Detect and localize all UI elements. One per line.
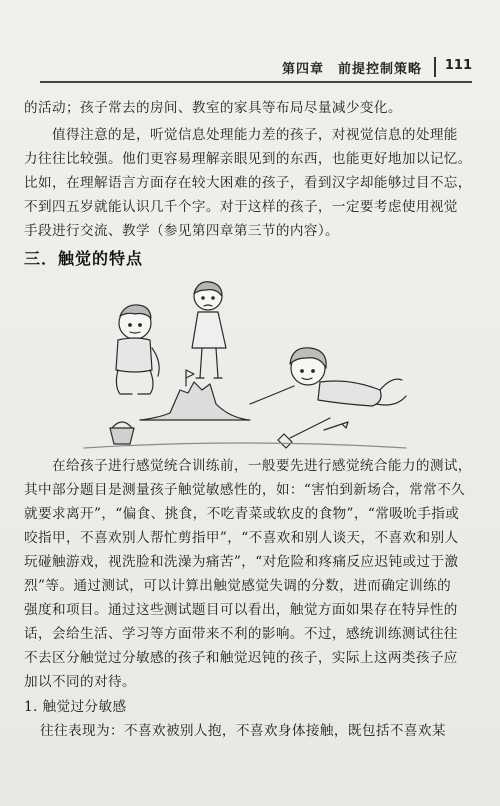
text-line: 往往表现为：不喜欢被别人抱，不喜欢身体接触，既包括不喜欢某 bbox=[40, 723, 446, 739]
chapter-title: 第四章 前提控制策略 bbox=[281, 62, 422, 77]
text-line: 加以不同的对待。 bbox=[24, 674, 136, 690]
text-line: 玩碰触游戏，视洗脸和洗澡为痛苦”，“对危险和疼痛反应迟钝或过于激 bbox=[24, 554, 459, 570]
paragraph-3 bbox=[24, 454, 472, 694]
header-rule bbox=[40, 81, 472, 83]
paragraph-2 bbox=[24, 123, 472, 243]
text-line: 力往往比较强。他们更容易理解亲眼见到的东西，也能更好地加以记忆。 bbox=[24, 151, 472, 167]
header-separator bbox=[434, 57, 436, 77]
text-line: 不到四五岁就能认识几千个字。对于这样的孩子，一定要考虑使用视觉 bbox=[24, 199, 458, 215]
page-number: 111 bbox=[444, 58, 472, 73]
text-line: 手段进行交流、教学（参见第四章第三节的内容）。 bbox=[24, 223, 340, 239]
subsection-heading: 1. 触觉过分敏感 bbox=[24, 699, 127, 715]
text-line: 的活动；孩子常去的房间、教室的家具等布局尽量减少变化。 bbox=[24, 100, 402, 116]
text-line: 烈”等。通过测试，可以计算出触觉感觉失调的分数，进而确定训练的 bbox=[24, 578, 452, 594]
text-line: 不去区分触觉过分敏感的孩子和触觉迟钝的孩子，实际上这两类孩子应 bbox=[24, 650, 458, 666]
paragraph-1 bbox=[24, 96, 464, 120]
text-line: 咬指甲，不喜欢别人帮忙剪指甲”，“不喜欢和别人谈天，不喜欢和别人 bbox=[24, 530, 459, 546]
text-line: 强度和项目。通过这些测试题目可以看出，触觉方面如果存在特异性的 bbox=[24, 602, 458, 618]
paragraph-4 bbox=[40, 719, 446, 739]
text-line: 比如，在理解语言方面存在较大困难的孩子，看到汉字却能够过目不忘， bbox=[24, 175, 472, 191]
running-header bbox=[0, 56, 500, 82]
text-line: 其中部分题目是测量孩子触觉敏感性的，如：“害怕到新场合，常常不久 bbox=[24, 482, 466, 498]
text-line: 话，会给生活、学习等方面带来不利的影响。不过，感统训练测试往往 bbox=[24, 626, 458, 642]
children-playing-sand-illustration bbox=[80, 278, 410, 453]
text-line: 值得注意的是，听觉信息处理能力差的孩子，对视觉信息的处理能 bbox=[24, 127, 458, 143]
text-line: 在给孩子进行感觉统合训练前，一般要先进行感觉统合能力的测试， bbox=[24, 458, 472, 474]
text-line: 就要求离开”，“偏食、挑食，不吃青菜或软皮的食物”，“常吸吮手指或 bbox=[24, 506, 460, 522]
section-heading: 三．触觉的特点 bbox=[24, 249, 144, 268]
